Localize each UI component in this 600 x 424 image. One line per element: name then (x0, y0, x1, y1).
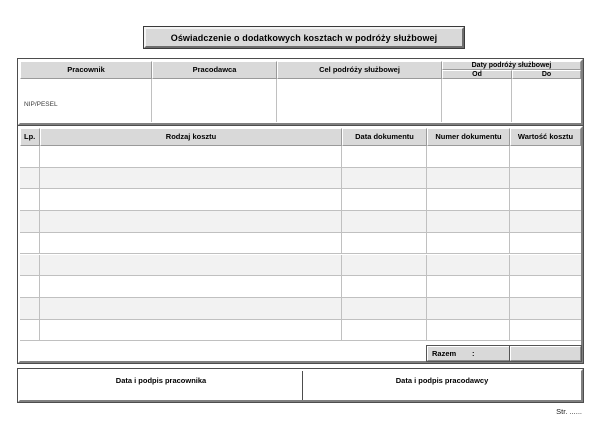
cost-cell-data-dokumentu[interactable] (342, 298, 427, 320)
cost-cell-lp-text (20, 189, 39, 193)
cost-cell-rodzaj-kosztu-text (40, 146, 341, 150)
cost-cell-data-dokumentu-text (342, 298, 426, 302)
cost-cell-lp[interactable] (20, 276, 40, 298)
cost-cell-rodzaj-kosztu-text (40, 298, 341, 302)
cost-cell-data-dokumentu[interactable] (342, 168, 427, 190)
cost-cell-data-dokumentu[interactable] (342, 211, 427, 233)
info-value-pracownik-text (20, 79, 151, 85)
cost-cell-data-dokumentu-text (342, 168, 426, 172)
cost-cell-wartosc-kosztu-text (510, 233, 581, 237)
info-header-daty-label: Daty podróży służbowej (471, 61, 552, 69)
cost-cell-wartosc-kosztu-text (510, 255, 581, 259)
cost-cell-numer-dokumentu[interactable] (427, 211, 510, 233)
cost-cell-data-dokumentu-text (342, 233, 426, 237)
cost-cell-rodzaj-kosztu[interactable] (40, 168, 342, 190)
info-value-pracownik[interactable] (20, 79, 152, 122)
signature-employee-label: Data i podpis pracownika (115, 376, 207, 385)
cost-cell-rodzaj-kosztu-text (40, 168, 341, 172)
info-value-od[interactable] (442, 79, 512, 122)
cost-cell-data-dokumentu[interactable] (342, 276, 427, 298)
cost-cell-numer-dokumentu[interactable] (427, 189, 510, 211)
info-header-pracownik (20, 61, 152, 79)
info-value-cel-text (277, 79, 441, 85)
cost-cell-lp-text (20, 168, 39, 172)
cost-cell-wartosc-kosztu[interactable] (510, 168, 581, 190)
cost-cell-lp-text (20, 255, 39, 259)
cost-cell-numer-dokumentu[interactable] (427, 255, 510, 277)
cost-cell-numer-dokumentu[interactable] (427, 276, 510, 298)
cost-rows-container (20, 146, 581, 341)
cost-cell-rodzaj-kosztu[interactable] (40, 189, 342, 211)
cost-cell-numer-dokumentu[interactable] (427, 320, 510, 342)
total-label: Razem (432, 349, 457, 358)
cost-cell-rodzaj-kosztu-text (40, 320, 341, 324)
cost-cell-wartosc-kosztu-text (510, 298, 581, 302)
cost-cell-numer-dokumentu-text (427, 211, 509, 215)
cost-cell-wartosc-kosztu-text (510, 276, 581, 280)
document-title-box (144, 27, 464, 48)
cost-cell-numer-dokumentu[interactable] (427, 233, 510, 255)
cost-header-rodzaj-label: Rodzaj kosztu (165, 131, 217, 141)
info-value-pracodawca-text (152, 79, 276, 85)
cost-cell-rodzaj-kosztu[interactable] (40, 320, 342, 342)
info-header-do-label: Do (541, 70, 552, 78)
cost-cell-rodzaj-kosztu[interactable] (40, 255, 342, 277)
cost-cell-wartosc-kosztu[interactable] (510, 276, 581, 298)
info-value-do[interactable] (512, 79, 581, 122)
cost-cell-rodzaj-kosztu-text (40, 211, 341, 215)
cost-header-lp (20, 128, 40, 146)
total-value-cell[interactable] (510, 346, 581, 361)
cost-cell-lp[interactable] (20, 211, 40, 233)
travel-info-table (18, 59, 583, 125)
cost-cell-lp[interactable] (20, 320, 40, 342)
cost-cell-wartosc-kosztu-text (510, 168, 581, 172)
cost-cell-data-dokumentu[interactable] (342, 320, 427, 342)
signature-employer-label: Data i podpis pracodawcy (395, 376, 489, 385)
cost-cell-wartosc-kosztu[interactable] (510, 146, 581, 168)
info-header-pracownik-label: Pracownik (67, 64, 105, 74)
cost-header-wartosc (510, 128, 581, 146)
info-value-cel[interactable] (277, 79, 442, 122)
page-title: Oświadczenie o dodatkowych kosztach w podróży służbowej (170, 32, 438, 43)
cost-cell-numer-dokumentu-text (427, 298, 509, 302)
cost-cell-wartosc-kosztu[interactable] (510, 211, 581, 233)
cost-cell-lp[interactable] (20, 146, 40, 168)
cost-cell-lp-text (20, 298, 39, 302)
info-value-od-text (442, 79, 511, 85)
info-header-od (442, 70, 512, 79)
cost-cell-rodzaj-kosztu[interactable] (40, 298, 342, 320)
cost-header-numer-dokumentu-label: Numer dokumentu (435, 131, 502, 141)
cost-items-table (18, 126, 583, 363)
info-header-daty (442, 61, 581, 70)
total-label-cell (427, 346, 510, 361)
cost-cell-wartosc-kosztu[interactable] (510, 255, 581, 277)
cost-cell-rodzaj-kosztu-text (40, 255, 341, 259)
signature-employer-cell[interactable] (303, 371, 581, 400)
cost-cell-lp-text (20, 276, 39, 280)
signature-employee-cell[interactable] (20, 371, 302, 400)
cost-cell-rodzaj-kosztu-text (40, 276, 341, 280)
cost-cell-rodzaj-kosztu[interactable] (40, 233, 342, 255)
cost-header-rodzaj (40, 128, 342, 146)
cost-cell-wartosc-kosztu-text (510, 146, 581, 150)
cost-cell-numer-dokumentu-text (427, 189, 509, 193)
cost-cell-lp[interactable] (20, 189, 40, 211)
cost-cell-data-dokumentu[interactable] (342, 189, 427, 211)
cost-cell-wartosc-kosztu[interactable] (510, 233, 581, 255)
info-header-do (512, 70, 581, 79)
info-header-pracodawca (152, 61, 277, 79)
cost-cell-wartosc-kosztu-text (510, 211, 581, 215)
cost-cell-wartosc-kosztu[interactable] (510, 320, 581, 342)
page-number-footer: Str. ...... (556, 407, 582, 416)
cost-cell-numer-dokumentu[interactable] (427, 146, 510, 168)
cost-header-numer-dokumentu (427, 128, 510, 146)
cost-cell-rodzaj-kosztu-text (40, 233, 341, 237)
cost-header-wartosc-label: Wartość kosztu (517, 131, 574, 141)
info-header-od-label: Od (472, 70, 482, 78)
cost-cell-lp-text (20, 146, 39, 150)
cost-cell-numer-dokumentu-text (427, 146, 509, 150)
info-value-pracodawca[interactable] (152, 79, 277, 122)
cost-cell-numer-dokumentu-text (427, 276, 509, 280)
info-header-cel-label: Cel podróży służbowej (319, 64, 400, 74)
cost-cell-data-dokumentu[interactable] (342, 146, 427, 168)
cost-cell-data-dokumentu-text (342, 320, 426, 324)
cost-cell-wartosc-kosztu[interactable] (510, 298, 581, 320)
cost-cell-rodzaj-kosztu-text (40, 189, 341, 193)
cost-cell-data-dokumentu-text (342, 189, 426, 193)
cost-header-lp-label: Lp. (24, 131, 36, 141)
signature-table (18, 369, 583, 402)
cost-cell-rodzaj-kosztu[interactable] (40, 211, 342, 233)
cost-cell-numer-dokumentu-text (427, 255, 509, 259)
cost-header-data-dokumentu (342, 128, 427, 146)
cost-cell-data-dokumentu-text (342, 211, 426, 215)
cost-cell-data-dokumentu-text (342, 255, 426, 259)
cost-cell-numer-dokumentu-text (427, 233, 509, 237)
cost-cell-lp[interactable] (20, 298, 40, 320)
cost-cell-lp-text (20, 320, 39, 324)
cost-cell-numer-dokumentu-text (427, 320, 509, 324)
cost-cell-lp-text (20, 233, 39, 237)
cost-header-data-dokumentu-label: Data dokumentu (355, 131, 414, 141)
info-value-do-text (512, 79, 581, 85)
cost-cell-lp-text (20, 211, 39, 215)
info-header-pracodawca-label: Pracodawca (192, 64, 237, 74)
cost-cell-wartosc-kosztu-text (510, 320, 581, 324)
cost-cell-rodzaj-kosztu[interactable] (40, 276, 342, 298)
cost-cell-data-dokumentu-text (342, 276, 426, 280)
total-separator: : (472, 349, 475, 358)
cost-cell-data-dokumentu[interactable] (342, 233, 427, 255)
cost-cell-lp[interactable] (20, 233, 40, 255)
cost-cell-numer-dokumentu[interactable] (427, 168, 510, 190)
cost-cell-data-dokumentu[interactable] (342, 255, 427, 277)
info-header-cel (277, 61, 442, 79)
cost-cell-numer-dokumentu[interactable] (427, 298, 510, 320)
cost-cell-data-dokumentu-text (342, 146, 426, 150)
cost-cell-lp[interactable] (20, 255, 40, 277)
cost-cell-lp[interactable] (20, 168, 40, 190)
cost-cell-rodzaj-kosztu[interactable] (40, 146, 342, 168)
nip-pesel-label: NIP/PESEL (24, 101, 58, 108)
cost-cell-wartosc-kosztu[interactable] (510, 189, 581, 211)
cost-cell-wartosc-kosztu-text (510, 189, 581, 193)
cost-cell-numer-dokumentu-text (427, 168, 509, 172)
